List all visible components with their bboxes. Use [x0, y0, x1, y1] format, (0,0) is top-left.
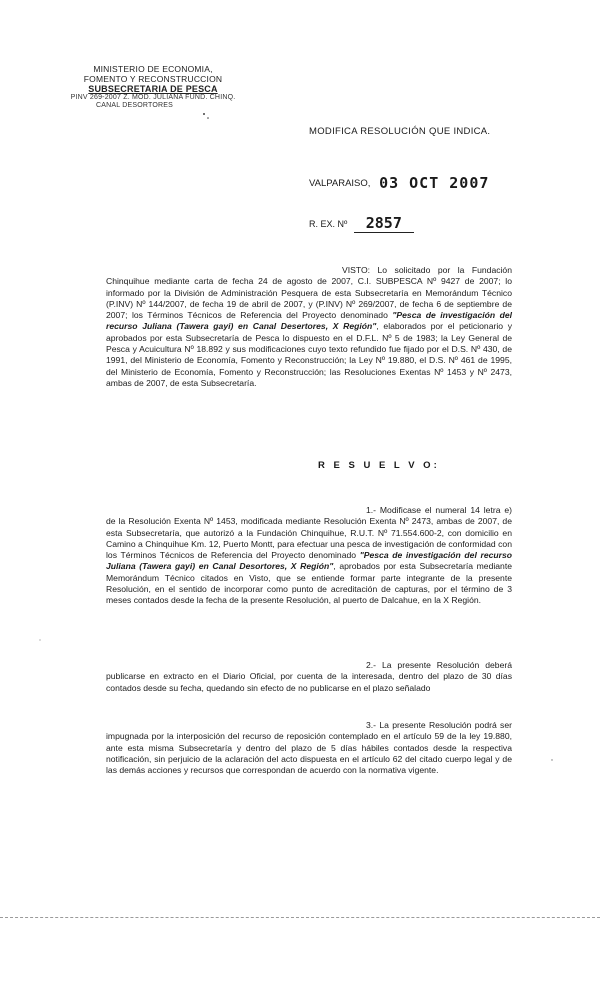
visto-lead: VISTO:	[342, 265, 371, 275]
place-label: VALPARAISO,	[309, 178, 371, 189]
ministry-line-2: FOMENTO Y RECONSTRUCCION	[83, 74, 223, 84]
ministry-line-1: MINISTERIO DE ECONOMIA,	[93, 64, 213, 74]
item2-lead: 2.- La presente Resolución deberá publicarse	[106, 660, 512, 682]
visto-text-2: , elaborados por el peticionario y aprobados por esta Subsecretaría de Pesca lo dispuesto en el D.F.L. Nº 5 de 1983; la Ley General de Pesca y Acuicultura Nº 18.892 y sus modificaciones cuyo texto refundido fue fijado por el D.S. Nº 430, de 1991, del Ministerio de Economía, Fomento y Reconstrucción; la Ley Nº 19.880, el D.S. Nº 461 de 1995, del Ministerio de Economía, Fomento y Reconstrucción; las Resoluciones Exentas Nº 1453 y Nº 2473, ambas de 2007, de esta Subsecretaría.	[106, 321, 512, 388]
subsecretaria-line: SUBSECRETARIA DE PESCA	[88, 84, 218, 94]
reference-line-2: CANAL DESORTORES	[96, 102, 173, 109]
visto-text-1: Lo solicitado por la Fundación Chinquihue mediante carta de fecha 24 de agosto de 2007, C.I. SUBPESCA Nº 9427 de 2007; lo informado por la División de Administración Pesquera de esta Subsecretaría en Memorándum Técnico (P.INV) Nº 144/2007, de fecha 19 de abril de 2007, y (P.INV) Nº 269/2007, de fecha 6 de septiembre de 2007; los Términos Técnicos de Referencia del Proyecto denominado	[106, 265, 512, 321]
reference-line: PINV 269-2007 Z. MOD. JULIANA FUND. CHINQ.	[70, 94, 236, 101]
resuelvo-heading: R E S U E L V O:	[318, 460, 440, 471]
item3-lead: 3.- La presente Resolución podrá ser	[366, 720, 512, 730]
date-stamp: 03 OCT 2007	[379, 174, 490, 192]
rex-label: R. EX. Nº	[309, 219, 348, 229]
document-subject: MODIFICA RESOLUCIÓN QUE INDICA.	[309, 126, 491, 137]
item3-text: impugnada por la interposición del recurso de reposición contemplado en el artículo 59 de la ley 19.880, ante esta misma Subsecretaría y dentro del plazo de 5 días hábiles contados desde la respectiva notificación, sin perjuicio de la aclaración del acto dispuesta en el artículo 62 del citado cuerpo legal y de las demás acciones y recursos que correspondan de acuerdo con la normativa vigente.	[106, 731, 512, 776]
visto-project-title: "Pesca de investigación del recurso Juliana (Tawera gayi) en Canal Desertores, X Región"	[106, 310, 512, 332]
item1-text-2: , aprobados por esta Subsecretaría mediante Memorándum Técnico citados en Visto, que se entiende formar parte integrante de la presente Resolución, en el sentido de incorporar como punto de acreditación de capturas, por el término de 3 meses contados desde la fecha de la presente Resolución, al puerto de Dalcahue, en la X Región.	[106, 561, 512, 606]
item2-text: en extracto en el Diario Oficial, por cuenta de la interesada, dentro del plazo de 30 días contados desde su fecha, quedando sin efecto de no publicarse en el plazo señalado	[106, 671, 512, 693]
item1-lead: 1.- Modificase el numeral 14 letra e) de la	[106, 505, 512, 527]
rex-number: 2857	[354, 214, 414, 233]
item1-text-1: Resolución Exenta Nº 1453, modificada mediante Resolución Exenta Nº 2473, ambas de 2007, de esta Subsecretaría, que autorizó a la Fundación Chinquihue, R.U.T. Nº 71.554.600-2, con domicilio en Camino a Chinquihue Km. 12, Puerto Montt, para efectuar una pesca de investigación de conformidad con los Términos Técnicos de Referencia del Proyecto denominado	[106, 516, 512, 561]
item1-project-title: "Pesca de investigación del recurso Juliana (Tawera gayi) en Canal Desortores, X Región"	[106, 550, 513, 572]
